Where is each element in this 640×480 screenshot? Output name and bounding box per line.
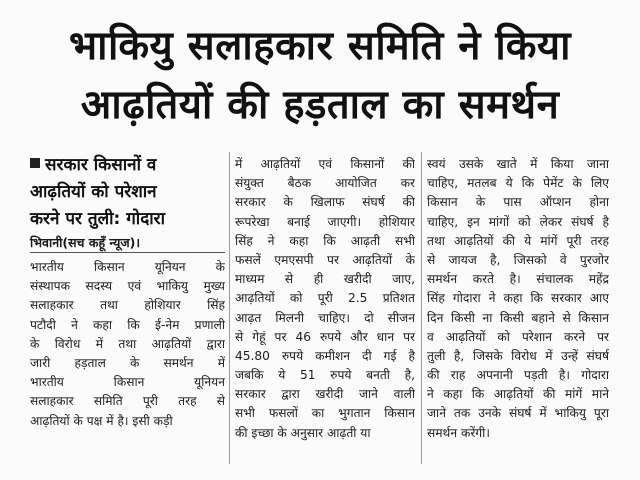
article-text-line: पटौदी ने कहा कि ई-नेम प्रणाली — [30, 317, 225, 332]
article-text-line: व आढ़तियों को परेशान करने पर — [427, 329, 609, 344]
article-text-line: सरकार द्वारा खरीदी जाने वाली — [235, 387, 415, 402]
article-text-line: तथा आढ़तियों की ये मांगें पूरी तरह — [427, 233, 609, 248]
headline-line-1: भाकियु सलाहकार समिति ने किया — [69, 23, 571, 69]
article-column-3 — [427, 155, 609, 443]
article-text-line: से जायज है, जिसको वे पुरजोर — [427, 252, 609, 267]
article-text-line: भारतीय किसान यूनियन के — [30, 260, 225, 274]
article-text-line: ने कहा कि आढ़तियों की मांगें माने — [427, 387, 609, 402]
article-text-line: चाहिए, मतलब ये कि पेमेंट के लिए — [427, 176, 609, 191]
article-text-line: भारतीय किसान यूनियन — [30, 375, 225, 390]
article-text-line: समर्थन करते है। संचालक महेंद्र — [427, 272, 609, 287]
article-text-line: आढ़त मिलनी चाहिए। दो सीजन — [235, 310, 415, 325]
article-text-line: दिन किसी ना किसी बहाने से किसान — [427, 310, 609, 325]
dateline-divider — [30, 252, 225, 253]
article-text-line: समर्थन करेंगी। — [427, 425, 490, 440]
article-column-2 — [235, 155, 415, 443]
article-text-line: आढ़तियों को पूरी 2.5 प्रतिशत — [235, 291, 415, 306]
subheadline-line — [30, 152, 230, 179]
article-text-line: जाने तक उनके संघर्ष में भाकियु पूरा — [427, 406, 609, 421]
article-text-line: संयुक्त बैठक आयोजित कर — [235, 176, 415, 191]
article-text-line: सिंह गोदारा ने कहा कि सरकार आए — [427, 291, 609, 306]
article-text-line: माध्यम से ही खरीदी जाए, — [235, 272, 415, 287]
article-text-line: में आढ़तियों एवं किसानों की — [235, 157, 415, 171]
article-text-line: चाहिए, इन मांगों को लेकर संघर्ष है — [427, 214, 609, 229]
article-text-line: से गेहूं पर 46 रुपये और धान पर — [235, 329, 415, 344]
headline-line-2: आढ़तियों की हड़ताल का समर्थन — [80, 82, 560, 128]
article-text-line: आढ़तियों के पक्ष में है। इसी कड़ी — [30, 413, 173, 428]
article-text-line: रूपरेखा बनाई जाएगी। होशियार — [235, 214, 415, 229]
column-divider — [229, 152, 230, 464]
column-divider — [421, 152, 422, 464]
article-text-line: फसलें एमएसपी पर आढ़तियों के — [235, 252, 415, 267]
article-text-line: किसान के पास ऑप्शन होना — [427, 195, 609, 210]
article-text-line: के विरोध में तथा आढ़तियों द्वारा — [30, 336, 225, 351]
article-text-line: सलाहकार तथा होशियार सिंह — [30, 298, 225, 313]
subheadline-line: करने पर तुली: गोदारा — [30, 209, 165, 229]
subheadline — [30, 152, 230, 233]
article-text-line: सरकार के खिलाफ संघर्ष की — [235, 195, 415, 210]
article-text-line: सलाहकार समिति पूरी तरह से — [30, 394, 225, 409]
article-column-1 — [30, 258, 225, 431]
article-text-line: 45.80 रुपये कमीशन दी गई है — [235, 348, 415, 363]
article-text-line: सभी फसलों का भुगतान किसान — [235, 406, 415, 421]
subheadline-text: सरकार किसानों व — [45, 155, 157, 175]
article-text-line: स्वयं उसके खाते में किया जाना — [427, 157, 609, 171]
dateline: भिवानी(सच कहूँ न्यूज)। — [30, 235, 141, 250]
bullet-icon — [30, 158, 40, 168]
article-text-line: सिंह ने कहा कि आढ़ती सभी — [235, 233, 415, 248]
subheadline-line: आढ़तियों को परेशान — [30, 182, 157, 202]
article-text-line: की राह अपनानी पड़ती है। गोदारा — [427, 368, 609, 383]
article-text-line: संस्थापक सदस्य एवं भाकियु मुख्य — [30, 279, 225, 294]
article-text-line: जबकि ये 51 रुपये बनती है, — [235, 368, 415, 383]
article-text-line: की इच्छा के अनुसार आढ़ती या — [235, 425, 371, 440]
article-text-line: जारी हड़ताल के समर्थन में — [30, 355, 225, 370]
article-text-line: तुली है, जिसके विरोध में उन्हें संघर्ष — [427, 348, 609, 363]
